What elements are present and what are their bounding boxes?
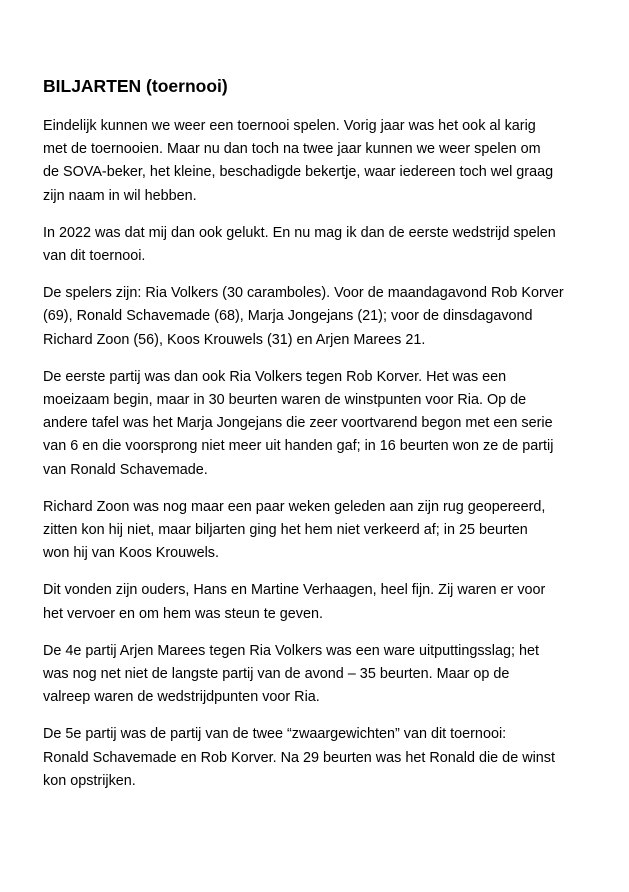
paragraph-line: andere tafel was het Marja Jongejans die zeer voortvarend begon met een serie — [43, 415, 553, 432]
paragraph-7 — [43, 640, 603, 710]
paragraph-line: In 2022 was dat mij dan ook gelukt. En nu mag ik dan de eerste wedstrijd spelen — [43, 224, 556, 241]
paragraph-line: van Ronald Schavemade. — [43, 461, 208, 478]
paragraph-line: Richard Zoon was nog maar een paar weken geleden aan zijn rug geopereerd, — [43, 498, 546, 515]
paragraph-4 — [43, 366, 603, 482]
paragraph-line: Eindelijk kunnen we weer een toernooi spelen. Vorig jaar was het ook al karig — [43, 118, 536, 134]
paragraph-5 — [43, 496, 603, 566]
paragraph-line: zitten kon hij niet, maar biljarten ging het hem niet verkeerd af; in 25 beurten — [43, 522, 528, 539]
paragraph-line: De 5e partij was de partij van de twee “zwaargewichten” van dit toernooi: — [43, 726, 507, 743]
paragraph-3 — [43, 282, 603, 352]
paragraph-line: (69), Ronald Schavemade (68), Marja Jongejans (21); voor de dinsdagavond — [43, 308, 533, 325]
paragraph-line: van dit toernooi. — [43, 248, 146, 265]
paragraph-line: moeizaam begin, maar in 30 beurten waren de winstpunten voor Ria. Op de — [43, 392, 527, 409]
paragraph-8 — [43, 723, 603, 793]
paragraph-line: zijn naam in wil hebben. — [43, 187, 197, 204]
paragraph-2 — [43, 222, 603, 268]
paragraph-line: De spelers zijn: Ria Volkers (30 caramboles). Voor de maandagavond Rob Korver — [43, 285, 564, 302]
paragraph-line: Ronald Schavemade en Rob Korver. Na 29 beurten was het Ronald die de winst — [43, 749, 555, 766]
paragraph-line: De eerste partij was dan ook Ria Volkers tegen Rob Korver. Het was een — [43, 368, 507, 385]
paragraph-line: valreep waren de wedstrijdpunten voor Ria. — [43, 689, 320, 706]
paragraph-line: was nog net niet de langste partij van de avond – 35 beurten. Maar op de — [43, 666, 510, 683]
paragraph-line: van 6 en die voorsprong niet meer uit handen gaf; in 16 beurten won ze de partij — [43, 438, 554, 455]
paragraph-line: De 4e partij Arjen Marees tegen Ria Volkers was een ware uitputtingsslag; het — [43, 642, 539, 659]
paragraph-line: won hij van Koos Krouwels. — [43, 545, 219, 562]
paragraph-line: kon opstrijken. — [43, 772, 136, 789]
article-title: BILJARTEN (toernooi) — [43, 76, 228, 96]
paragraph-6 — [43, 579, 603, 625]
paragraph-line: met de toernooien. Maar nu dan toch na twee jaar kunnen we weer spelen om — [43, 141, 541, 158]
paragraph-line: de SOVA-beker, het kleine, beschadigde bekertje, waar iedereen toch wel graag — [43, 164, 554, 181]
paragraph-1 — [43, 115, 603, 208]
article-body — [43, 115, 603, 793]
paragraph-line: het vervoer en om hem was steun te geven. — [43, 605, 323, 622]
paragraph-line: Richard Zoon (56), Koos Krouwels (31) en Arjen Marees 21. — [43, 331, 426, 348]
document-page — [43, 74, 603, 807]
paragraph-line: Dit vonden zijn ouders, Hans en Martine Verhaagen, heel fijn. Zij waren er voor — [43, 582, 546, 599]
